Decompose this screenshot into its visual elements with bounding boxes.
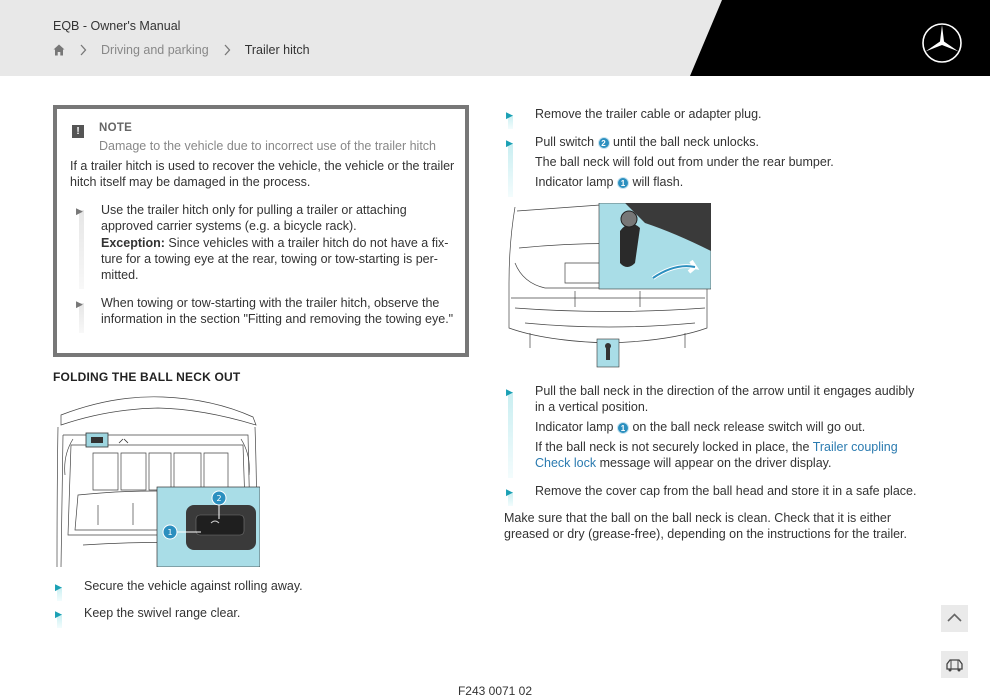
note-box — [53, 105, 469, 357]
exception-text: Since vehicles with a trailer hitch do not have a fix-ture for a towing eye at the rear, towing or tow-starting is per-mitted. — [101, 236, 449, 282]
vehicle-button[interactable] — [941, 651, 968, 678]
step-text: Keep the swivel range clear. — [84, 606, 241, 620]
note-subtitle: Damage to the vehicle due to incorrect use of the trailer hitch — [99, 139, 436, 153]
trailer-coupling-check-lock-link[interactable]: Trailer coupling Check lock — [535, 440, 898, 470]
bullet-icon: ▶ — [506, 138, 513, 148]
step-subtext: Indicator lamp — [535, 175, 617, 189]
note-text: If a trailer hitch is used to recover the vehicle, the vehicle or the trailer hitch itself may be damaged in the process. — [70, 159, 455, 189]
breadcrumb-item-trailer-hitch: Trailer hitch — [244, 43, 310, 57]
breadcrumb — [53, 42, 310, 58]
trunk-illustration — [53, 395, 260, 567]
callout-badge-1: 1 — [617, 422, 629, 434]
list-item — [70, 202, 455, 283]
step-subtext: The ball neck will fold out from under the rear bumper. — [535, 155, 834, 169]
step-text: Remove the trailer cable or adapter plug. — [535, 107, 762, 121]
exception-label: Exception: — [101, 236, 165, 250]
callout-badge-2: 2 — [598, 137, 610, 149]
breadcrumb-item-driving-and-parking[interactable]: Driving and parking — [101, 43, 209, 57]
rear-bumper-illustration — [505, 203, 711, 371]
list-bar — [508, 143, 513, 197]
app-title: EQB - Owner's Manual — [53, 19, 181, 33]
right-step-list-2 — [504, 383, 924, 499]
list-item — [70, 295, 455, 327]
list-item — [53, 578, 473, 594]
bullet-icon: ▶ — [506, 110, 513, 120]
bullet-icon: ▶ — [506, 387, 513, 397]
bullet-icon: ▶ — [76, 206, 83, 216]
list-item — [504, 383, 924, 471]
note-label: NOTE — [99, 122, 133, 134]
step-text: until the ball neck unlocks. — [609, 135, 759, 149]
callout-2: 2 — [216, 494, 222, 503]
step-subtext: will flash. — [628, 175, 684, 189]
step-text: Pull the ball neck in the direction of the arrow until it engages audibly in a vertical position. — [535, 384, 915, 414]
bullet-icon: ▶ — [76, 299, 83, 309]
final-paragraph: Make sure that the ball on the ball neck is clean. Check that it is either greased or dry (grease-free), depending on the instructions for the trailer. — [504, 511, 907, 541]
chevron-right-icon — [79, 44, 87, 56]
bullet-icon: ▶ — [506, 487, 513, 497]
chevron-right-icon — [223, 44, 231, 56]
exclamation-icon: ! — [72, 125, 84, 138]
section-title: FOLDING THE BALL NECK OUT — [53, 370, 241, 384]
list-bar — [508, 392, 513, 478]
note-list — [70, 202, 455, 327]
home-icon[interactable] — [53, 44, 65, 56]
note-item-text: Use the trailer hitch only for pulling a trailer or attaching approved carrier systems (e.g. a bicycle rack). — [101, 203, 407, 233]
list-bar — [79, 210, 84, 289]
bullet-icon: ▶ — [55, 609, 62, 619]
step-subtext: message will appear on the driver display. — [596, 456, 832, 470]
figure-id: F243 0071 02 — [457, 684, 533, 698]
step-text: Pull switch — [535, 135, 598, 149]
list-item — [504, 483, 924, 499]
car-icon — [941, 651, 968, 678]
chevron-up-icon — [941, 605, 968, 632]
left-step-list — [53, 578, 473, 621]
bullet-icon: ▶ — [55, 582, 62, 592]
callout-badge-1: 1 — [617, 177, 629, 189]
step-subtext: If the ball neck is not securely locked in place, the — [535, 440, 813, 454]
mercedes-star-logo[interactable] — [921, 22, 963, 64]
list-item — [504, 134, 924, 190]
step-subtext: on the ball neck release switch will go out. — [628, 420, 866, 434]
callout-1: 1 — [167, 528, 173, 537]
list-item — [53, 605, 473, 621]
step-text: Secure the vehicle against rolling away. — [84, 579, 303, 593]
step-subtext: Indicator lamp — [535, 420, 617, 434]
right-step-list-1 — [504, 106, 924, 190]
step-text: Remove the cover cap from the ball head and store it in a safe place. — [535, 484, 917, 498]
list-item — [504, 106, 924, 122]
scroll-top-button[interactable] — [941, 605, 968, 632]
note-item-text: When towing or tow-starting with the trailer hitch, observe the information in the section "Fitting and removing the towing eye." — [101, 296, 454, 326]
